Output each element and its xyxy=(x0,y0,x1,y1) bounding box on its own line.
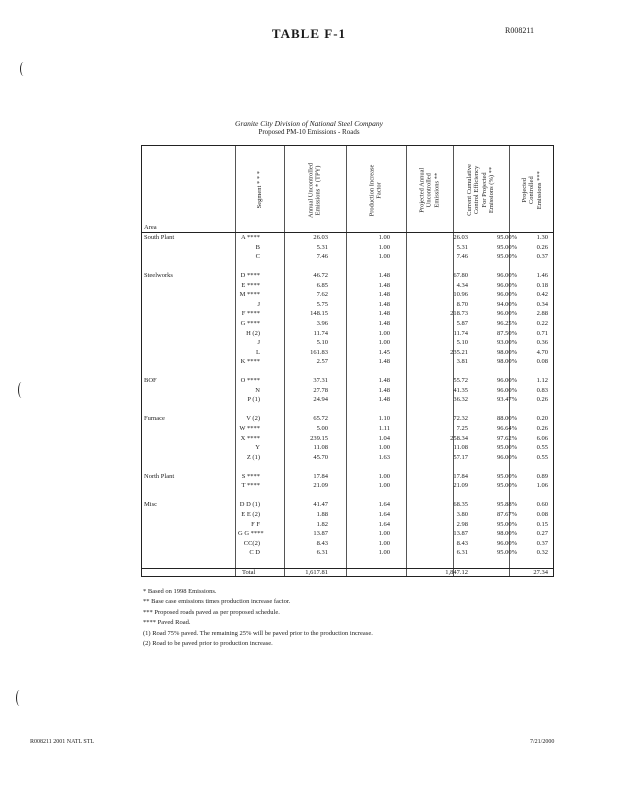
row-current-emissions: 6.31 xyxy=(316,549,328,557)
row-control-efficiency: 96.00% xyxy=(496,281,517,289)
binder-hole-mark xyxy=(16,690,23,706)
row-control-efficiency: 96.00% xyxy=(496,310,517,318)
row-segment: X **** xyxy=(240,434,260,442)
footnote: * Based on 1998 Emissions. xyxy=(143,588,217,595)
row-current-emissions: 1.88 xyxy=(316,510,328,518)
row-production-factor: 1.00 xyxy=(378,253,390,261)
row-projected-controlled: 0.55 xyxy=(536,453,548,461)
row-segment: T **** xyxy=(241,482,260,490)
row-production-factor: 1.48 xyxy=(378,300,390,308)
col-header-control-efficiency: Current Cumulative Control Efficiency For Projected Emissions (%) ** xyxy=(466,164,496,216)
row-projected-uncontrolled: 17.84 xyxy=(453,472,468,480)
row-projected-controlled: 0.26 xyxy=(536,243,548,251)
row-current-emissions: 6.85 xyxy=(316,281,328,289)
table-row xyxy=(142,282,553,291)
table-row xyxy=(142,549,553,558)
row-projected-uncontrolled: 235.21 xyxy=(450,348,468,356)
binder-hole-mark xyxy=(18,382,25,398)
row-current-emissions: 239.15 xyxy=(310,434,328,442)
row-projected-uncontrolled: 5.31 xyxy=(456,243,468,251)
row-projected-controlled: 0.20 xyxy=(536,415,548,423)
table-row xyxy=(142,291,553,300)
row-production-factor: 1.64 xyxy=(378,520,390,528)
footer-left: R008211 2001 NATL STL xyxy=(30,739,95,745)
row-current-emissions: 46.72 xyxy=(313,272,328,280)
row-control-efficiency: 95.00% xyxy=(496,482,517,490)
row-projected-controlled: 0.08 xyxy=(536,358,548,366)
table-row xyxy=(142,320,553,329)
row-production-factor: 1.00 xyxy=(378,472,390,480)
row-projected-controlled: 0.71 xyxy=(536,329,548,337)
row-projected-uncontrolled: 6.31 xyxy=(456,549,468,557)
row-projected-uncontrolled: 57.17 xyxy=(453,453,468,461)
table-row xyxy=(142,444,553,453)
col-header-production-factor: Production Increase Factor xyxy=(368,164,383,216)
row-projected-controlled: 0.37 xyxy=(536,253,548,261)
row-projected-controlled: 0.22 xyxy=(536,319,548,327)
row-control-efficiency: 87.67% xyxy=(496,510,517,518)
row-projected-controlled: 0.37 xyxy=(536,539,548,547)
row-current-emissions: 24.94 xyxy=(313,396,328,404)
table-row xyxy=(142,301,553,310)
row-current-emissions: 5.00 xyxy=(316,425,328,432)
table-row xyxy=(142,330,553,339)
footnote: **** Paved Road. xyxy=(143,619,191,627)
row-current-emissions: 3.96 xyxy=(316,319,328,327)
row-segment: CC(2) xyxy=(243,539,260,547)
row-projected-uncontrolled: 26.03 xyxy=(453,234,468,241)
row-projected-uncontrolled: 5.87 xyxy=(456,319,468,327)
row-current-emissions: 5.31 xyxy=(316,243,328,251)
col-header-current-emissions: Annual Uncontrolled Emissions * (TPY) xyxy=(307,162,322,218)
row-segment: C xyxy=(255,253,260,261)
row-current-emissions: 17.84 xyxy=(313,472,328,480)
row-segment: D **** xyxy=(240,272,260,280)
row-segment: A **** xyxy=(241,234,260,241)
row-production-factor: 1.48 xyxy=(378,272,390,280)
row-control-efficiency: 97.62% xyxy=(496,434,517,442)
table-row xyxy=(142,463,553,472)
row-projected-controlled: 0.15 xyxy=(536,520,548,528)
row-control-efficiency: 95.00% xyxy=(496,520,517,528)
row-production-factor: 1.00 xyxy=(378,444,390,452)
footnotes xyxy=(143,587,373,649)
row-segment: W **** xyxy=(239,425,260,432)
row-production-factor: 1.00 xyxy=(378,549,390,557)
row-current-emissions: 37.31 xyxy=(313,377,328,385)
col-header-projected-controlled: Projected Controlled Emissions *** xyxy=(520,170,543,210)
row-current-emissions: 5.75 xyxy=(316,300,328,308)
table-row xyxy=(142,482,553,491)
row-area: North Plant xyxy=(144,472,175,480)
row-projected-controlled: 0.60 xyxy=(536,501,548,509)
row-control-efficiency: 95.00% xyxy=(496,472,517,480)
row-segment: J xyxy=(257,339,260,347)
total-controlled: 27.34 xyxy=(533,569,548,576)
table-row xyxy=(142,377,553,386)
row-segment: Z (1) xyxy=(246,453,260,461)
row-segment: H (2) xyxy=(246,329,260,337)
row-area: Furnace xyxy=(144,415,165,423)
row-projected-uncontrolled: 8.43 xyxy=(456,539,468,547)
table-heading-company: Granite City Division of National Steel Company xyxy=(235,119,383,128)
table-heading-subtitle: Proposed PM-10 Emissions - Roads xyxy=(258,128,360,136)
row-projected-controlled: 0.32 xyxy=(536,549,548,557)
row-control-efficiency: 87.50% xyxy=(496,329,517,337)
row-segment: O **** xyxy=(240,377,260,385)
row-projected-controlled: 1.12 xyxy=(536,377,548,385)
row-segment: L xyxy=(256,348,260,356)
table-row xyxy=(142,530,553,539)
row-area: South Plant xyxy=(144,234,175,241)
row-projected-controlled: 0.26 xyxy=(536,396,548,404)
page-id: R008211 xyxy=(505,26,535,35)
row-production-factor: 1.48 xyxy=(378,396,390,404)
row-current-emissions: 21.09 xyxy=(313,482,328,490)
row-projected-controlled: 6.06 xyxy=(536,434,548,442)
emissions-table xyxy=(141,145,554,577)
row-current-emissions: 65.72 xyxy=(313,415,328,423)
row-control-efficiency: 96.25% xyxy=(496,319,517,327)
row-current-emissions: 2.57 xyxy=(316,358,328,366)
row-projected-controlled: 0.34 xyxy=(536,300,548,308)
table-row xyxy=(142,358,553,367)
row-projected-uncontrolled: 7.25 xyxy=(456,425,468,432)
row-projected-uncontrolled: 218.73 xyxy=(450,310,468,318)
row-control-efficiency: 95.88% xyxy=(496,501,517,509)
row-production-factor: 1.63 xyxy=(378,453,390,461)
row-current-emissions: 41.47 xyxy=(313,501,328,509)
row-production-factor: 1.04 xyxy=(378,434,390,442)
row-segment: S **** xyxy=(241,472,260,480)
table-row xyxy=(142,473,553,482)
row-projected-controlled: 0.42 xyxy=(536,291,548,299)
row-current-emissions: 7.46 xyxy=(316,253,328,261)
row-projected-uncontrolled: 21.09 xyxy=(453,482,468,490)
table-row xyxy=(142,349,553,358)
row-segment: Y xyxy=(255,444,260,452)
row-control-efficiency: 93.00% xyxy=(496,339,517,347)
row-projected-controlled: 4.70 xyxy=(536,348,548,356)
footer-date: 7/21/2000 xyxy=(530,739,555,745)
row-projected-controlled: 0.27 xyxy=(536,530,548,538)
row-area: Misc xyxy=(144,501,157,509)
row-current-emissions: 11.08 xyxy=(313,444,328,452)
row-production-factor: 1.10 xyxy=(378,415,390,423)
table-row xyxy=(142,272,553,281)
row-projected-uncontrolled: 72.32 xyxy=(453,415,468,423)
row-control-efficiency: 93.47% xyxy=(496,396,517,404)
row-control-efficiency: 96.00% xyxy=(496,453,517,461)
row-projected-controlled: 2.88 xyxy=(536,310,548,318)
row-production-factor: 1.11 xyxy=(378,425,390,432)
footnote: (2) Road to be paved prior to production increase. xyxy=(143,640,273,648)
col-header-segment: Segment * * * xyxy=(255,171,263,209)
row-control-efficiency: 95.00% xyxy=(496,444,517,452)
row-segment: B xyxy=(255,243,260,251)
row-projected-controlled: 1.46 xyxy=(536,272,548,280)
row-current-emissions: 7.62 xyxy=(316,291,328,299)
row-current-emissions: 5.10 xyxy=(316,339,328,347)
row-projected-uncontrolled: 2.98 xyxy=(456,520,468,528)
row-control-efficiency: 95.00% xyxy=(496,234,517,241)
row-area: Steelworks xyxy=(144,272,173,280)
table-row xyxy=(142,387,553,396)
row-control-efficiency: 98.00% xyxy=(496,530,517,538)
row-projected-controlled: 0.26 xyxy=(536,425,548,432)
row-projected-uncontrolled: 4.34 xyxy=(456,281,468,289)
row-production-factor: 1.00 xyxy=(378,539,390,547)
row-control-efficiency: 95.00% xyxy=(496,243,517,251)
col-header-projected-uncontrolled: Projected Annual Uncontrolled Emissions ** xyxy=(418,167,441,213)
row-projected-controlled: 0.89 xyxy=(536,472,548,480)
table-row xyxy=(142,310,553,319)
table-row xyxy=(142,253,553,262)
table-row xyxy=(142,406,553,415)
row-segment: C D xyxy=(249,549,260,557)
row-production-factor: 1.00 xyxy=(378,243,390,251)
row-control-efficiency: 96.00% xyxy=(496,386,517,394)
row-current-emissions: 1.82 xyxy=(316,520,328,528)
row-projected-controlled: 1.06 xyxy=(536,482,548,490)
row-production-factor: 1.64 xyxy=(378,501,390,509)
table-row xyxy=(142,263,553,272)
row-production-factor: 1.48 xyxy=(378,358,390,366)
row-current-emissions: 13.87 xyxy=(313,530,328,538)
row-projected-uncontrolled: 55.72 xyxy=(453,377,468,385)
footnote: ** Base case emissions times production increase factor. xyxy=(143,598,291,606)
row-projected-uncontrolled: 10.96 xyxy=(453,291,468,299)
row-production-factor: 1.64 xyxy=(378,510,390,518)
row-segment: J xyxy=(257,300,260,308)
row-segment: D D (1) xyxy=(239,501,260,509)
row-segment: E E (2) xyxy=(241,510,260,518)
row-control-efficiency: 96.00% xyxy=(496,539,517,547)
binder-hole-mark xyxy=(20,62,27,76)
table-row xyxy=(142,368,553,377)
total-uncontrolled: 1,847.12 xyxy=(445,569,468,576)
row-production-factor: 1.48 xyxy=(378,281,390,289)
row-projected-uncontrolled: 67.80 xyxy=(453,272,468,280)
total-row xyxy=(142,569,553,578)
row-segment: K **** xyxy=(240,358,260,366)
row-production-factor: 1.45 xyxy=(378,348,390,356)
row-control-efficiency: 98.00% xyxy=(496,348,517,356)
footnote: (1) Road 75% paved. The remaining 25% will be paved prior to the production increase. xyxy=(143,629,373,637)
row-control-efficiency: 96.64% xyxy=(496,425,517,432)
row-production-factor: 1.48 xyxy=(378,319,390,327)
row-production-factor: 1.48 xyxy=(378,386,390,394)
row-current-emissions: 26.03 xyxy=(313,234,328,241)
row-production-factor: 1.00 xyxy=(378,339,390,347)
row-projected-uncontrolled: 3.80 xyxy=(456,510,468,518)
row-projected-uncontrolled: 11.74 xyxy=(453,329,468,337)
table-row xyxy=(142,435,553,444)
page-title: TABLE F-1 xyxy=(271,26,347,41)
row-projected-uncontrolled: 8.70 xyxy=(456,300,468,308)
row-control-efficiency: 98.00% xyxy=(496,358,517,366)
row-projected-uncontrolled: 7.46 xyxy=(456,253,468,261)
row-projected-uncontrolled: 11.08 xyxy=(453,444,468,452)
total-current: 1,617.81 xyxy=(305,569,328,576)
row-segment: N xyxy=(255,386,260,394)
row-production-factor: 1.00 xyxy=(378,530,390,538)
table-row xyxy=(142,540,553,549)
row-projected-uncontrolled: 36.32 xyxy=(453,396,468,404)
row-area: BOF xyxy=(144,377,157,385)
row-control-efficiency: 95.00% xyxy=(496,549,517,557)
row-current-emissions: 161.83 xyxy=(310,348,328,356)
table-row xyxy=(142,415,553,424)
row-segment: G G **** xyxy=(238,530,264,538)
row-segment: G **** xyxy=(240,319,260,327)
row-production-factor: 1.48 xyxy=(378,310,390,318)
table-row xyxy=(142,244,553,253)
row-projected-controlled: 0.36 xyxy=(536,339,548,347)
table-row xyxy=(142,501,553,510)
row-production-factor: 1.00 xyxy=(378,329,390,337)
row-control-efficiency: 88.00% xyxy=(496,415,517,423)
row-projected-controlled: 0.83 xyxy=(536,386,548,394)
row-current-emissions: 11.74 xyxy=(313,329,328,337)
row-segment: F F xyxy=(251,520,260,528)
table-row xyxy=(142,492,553,501)
row-control-efficiency: 95.00% xyxy=(496,253,517,261)
row-segment: P (1) xyxy=(247,396,260,404)
row-projected-controlled: 0.18 xyxy=(536,281,548,289)
row-control-efficiency: 96.00% xyxy=(496,272,517,280)
row-segment: E **** xyxy=(241,281,260,289)
row-projected-controlled: 0.08 xyxy=(536,510,548,518)
table-row xyxy=(142,521,553,530)
row-projected-uncontrolled: 3.81 xyxy=(456,358,468,366)
row-projected-uncontrolled: 68.35 xyxy=(453,501,468,509)
table-row xyxy=(142,396,553,405)
table-row xyxy=(142,425,553,434)
row-current-emissions: 45.70 xyxy=(313,453,328,461)
row-current-emissions: 8.43 xyxy=(316,539,328,547)
row-control-efficiency: 94.00% xyxy=(496,300,517,308)
table-row xyxy=(142,454,553,463)
row-projected-controlled: 1.30 xyxy=(536,234,548,241)
footnote: *** Proposed roads paved as per proposed schedule. xyxy=(143,608,280,616)
row-projected-uncontrolled: 258.34 xyxy=(450,434,468,442)
table-row xyxy=(142,339,553,348)
row-production-factor: 1.00 xyxy=(378,234,390,241)
row-current-emissions: 148.15 xyxy=(310,310,328,318)
row-control-efficiency: 96.00% xyxy=(496,377,517,385)
total-label: Total xyxy=(242,569,256,576)
row-projected-uncontrolled: 13.87 xyxy=(453,530,468,538)
table-row xyxy=(142,511,553,520)
row-projected-controlled: 0.55 xyxy=(536,444,548,452)
row-production-factor: 1.48 xyxy=(378,291,390,299)
col-header-area: Area xyxy=(144,224,157,231)
row-projected-uncontrolled: 5.10 xyxy=(456,339,468,347)
row-current-emissions: 27.78 xyxy=(313,386,328,394)
row-segment: F **** xyxy=(241,310,260,318)
row-production-factor: 1.00 xyxy=(378,482,390,490)
row-segment: M **** xyxy=(239,291,260,299)
row-segment: V (2) xyxy=(246,415,260,423)
row-control-efficiency: 96.00% xyxy=(496,291,517,299)
table-row xyxy=(142,234,553,243)
row-production-factor: 1.48 xyxy=(378,377,390,385)
row-projected-uncontrolled: 41.35 xyxy=(453,386,468,394)
